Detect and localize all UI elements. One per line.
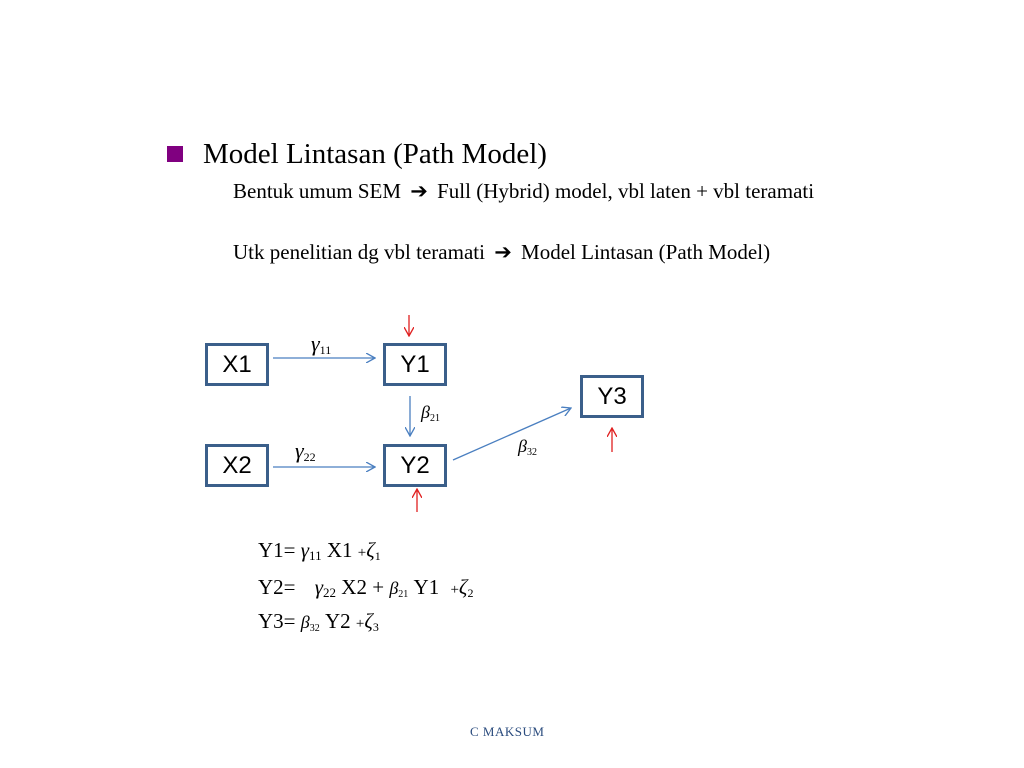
eq3-plus: + — [355, 616, 365, 632]
equation-y2 — [258, 575, 473, 601]
coef-beta-32: $\beta_{32}$ — [518, 436, 537, 458]
eq2-lhs: Y2= — [258, 575, 296, 599]
node-y2: Y2 — [383, 444, 447, 487]
eq1-zeta-sub: 1 — [374, 549, 381, 563]
footer-author: C MAKSUM — [470, 724, 545, 739]
slide-heading: Model Lintasan (Path Model) — [203, 138, 547, 170]
eq3-beta-sub: 32 — [309, 623, 320, 634]
line1-before: Bentuk umum SEM — [233, 179, 402, 203]
eq2-beta-sub: 21 — [398, 589, 409, 600]
arrow-y2-y3 — [453, 408, 571, 460]
eq1-x1: X1 — [326, 538, 353, 562]
eq2-gamma: γ — [314, 575, 324, 599]
eq3-zeta: ζ — [364, 609, 373, 633]
node-x2: X2 — [205, 444, 269, 487]
line2-after: Model Lintasan (Path Model) — [521, 240, 771, 264]
eq2-x2: X2 + — [341, 575, 385, 599]
eq1-gamma-sub: 11 — [309, 548, 322, 563]
right-arrow-icon: ➔ — [494, 240, 512, 264]
node-y3: Y3 — [580, 375, 644, 418]
eq1-lhs: Y1= — [258, 538, 296, 562]
eq3-zeta-sub: 3 — [372, 620, 379, 634]
eq2-plus: + — [450, 582, 459, 598]
eq1-gamma: γ — [300, 538, 310, 562]
eq2-gamma-sub: 22 — [323, 585, 337, 600]
equation-y3 — [258, 609, 379, 635]
coef-gamma-11: $\gamma_{11}$ — [311, 331, 332, 357]
node-y1: Y1 — [383, 343, 447, 386]
eq1-plus: + — [357, 545, 367, 561]
line1-after: Full (Hybrid) model, vbl laten + vbl teramati — [437, 179, 815, 203]
coef-gamma-22: $\gamma_{22}$ — [295, 438, 316, 464]
right-arrow-icon: ➔ — [410, 179, 428, 203]
eq3-lhs: Y3= — [258, 609, 296, 633]
coef-beta-21: $\beta_{21}$ — [421, 402, 440, 424]
eq2-zeta-sub: 2 — [467, 586, 474, 600]
equation-y1 — [258, 538, 381, 564]
eq3-y2: Y2 — [324, 609, 351, 633]
eq2-beta: β — [389, 578, 399, 598]
node-x1: X1 — [205, 343, 269, 386]
eq3-beta: β — [300, 612, 310, 632]
eq1-zeta: ζ — [366, 538, 375, 562]
eq2-zeta: ζ — [458, 575, 468, 599]
line2-before: Utk penelitian dg vbl teramati — [233, 240, 485, 264]
eq2-y1: Y1 — [413, 575, 440, 599]
